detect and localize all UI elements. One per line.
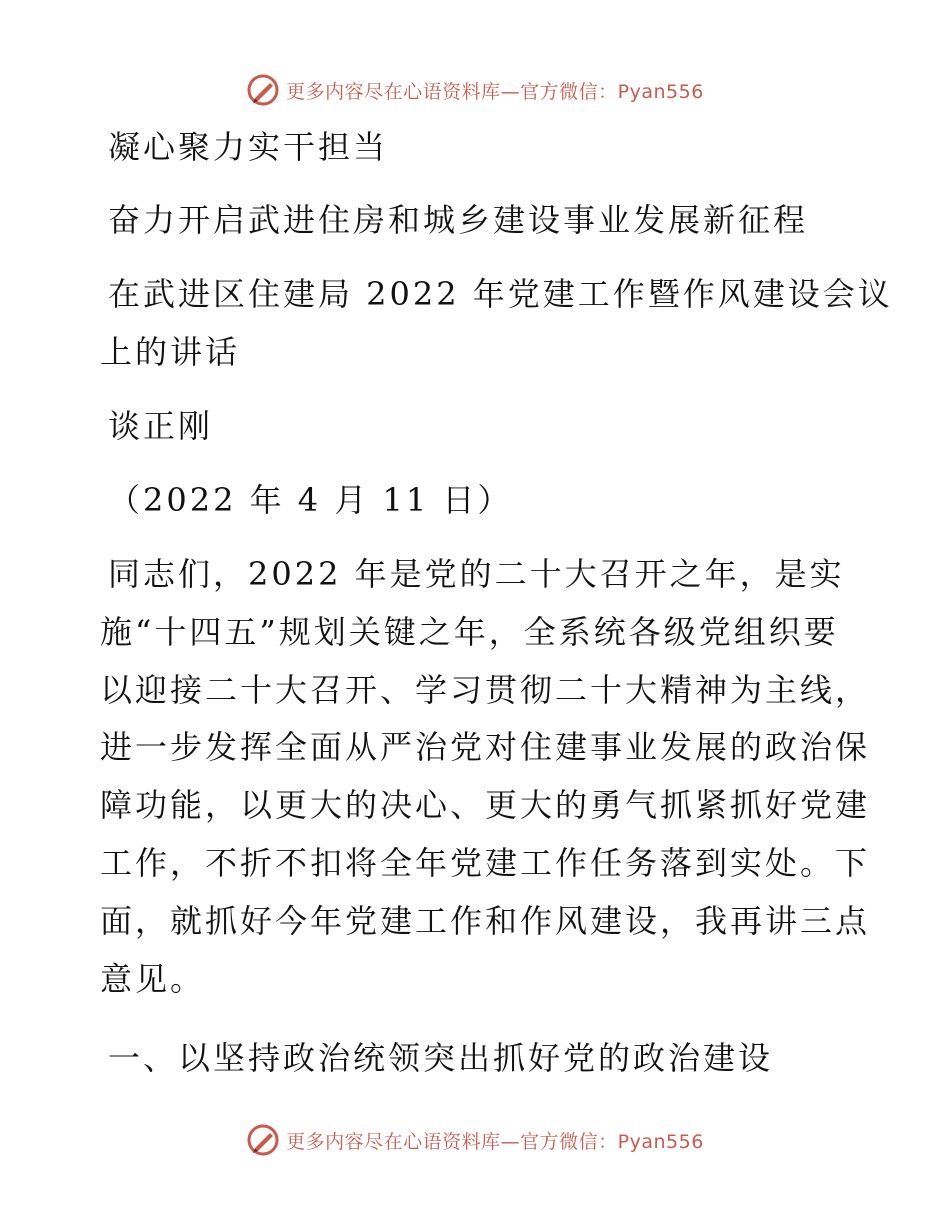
paragraph-line: 以迎接二十大召开、学习贯彻二十大精神为主线， xyxy=(100,671,871,709)
title-line-2: 奋力开启武进住房和城乡建设事业发展新征程 xyxy=(108,201,809,239)
paragraph-line: 意见。 xyxy=(100,960,206,998)
speaker-name: 谈正刚 xyxy=(108,407,214,445)
watermark-text: 更多内容尽在心语资料库—官方微信：Pyan556 xyxy=(286,80,704,103)
title-line-3a: 在武进区住建局 2022 年党建工作暨作风建设会议 xyxy=(108,275,893,313)
title-line-1: 凝心聚力实干担当 xyxy=(108,128,389,166)
paragraph-line: 进一步发挥全面从严治党对住建事业发展的政治保 xyxy=(100,728,871,766)
section-heading-1: 一、以坚持政治统领突出抓好党的政治建设 xyxy=(108,1039,774,1077)
header-watermark xyxy=(0,70,950,110)
paragraph-line: 障功能，以更大的决心、更大的勇气抓紧抓好党建 xyxy=(100,786,871,824)
footer-watermark xyxy=(0,1120,950,1160)
pen-logo-icon xyxy=(246,1123,280,1157)
paragraph-line: 同志们，2022 年是党的二十大召开之年，是实 xyxy=(108,555,845,593)
title-line-3b: 上的讲话 xyxy=(100,333,241,371)
speech-date: （2022 年 4 月 11 日） xyxy=(108,481,513,519)
paragraph-line: 面，就抓好今年党建工作和作风建设，我再讲三点 xyxy=(100,902,871,940)
paragraph-line: 施“十四五”规划关键之年，全系统各级党组织要 xyxy=(100,613,839,651)
paragraph-line: 工作，不折不扣将全年党建工作任务落到实处。下 xyxy=(100,844,871,882)
pen-logo-icon xyxy=(246,73,280,107)
watermark-text: 更多内容尽在心语资料库—官方微信：Pyan556 xyxy=(286,1130,704,1153)
